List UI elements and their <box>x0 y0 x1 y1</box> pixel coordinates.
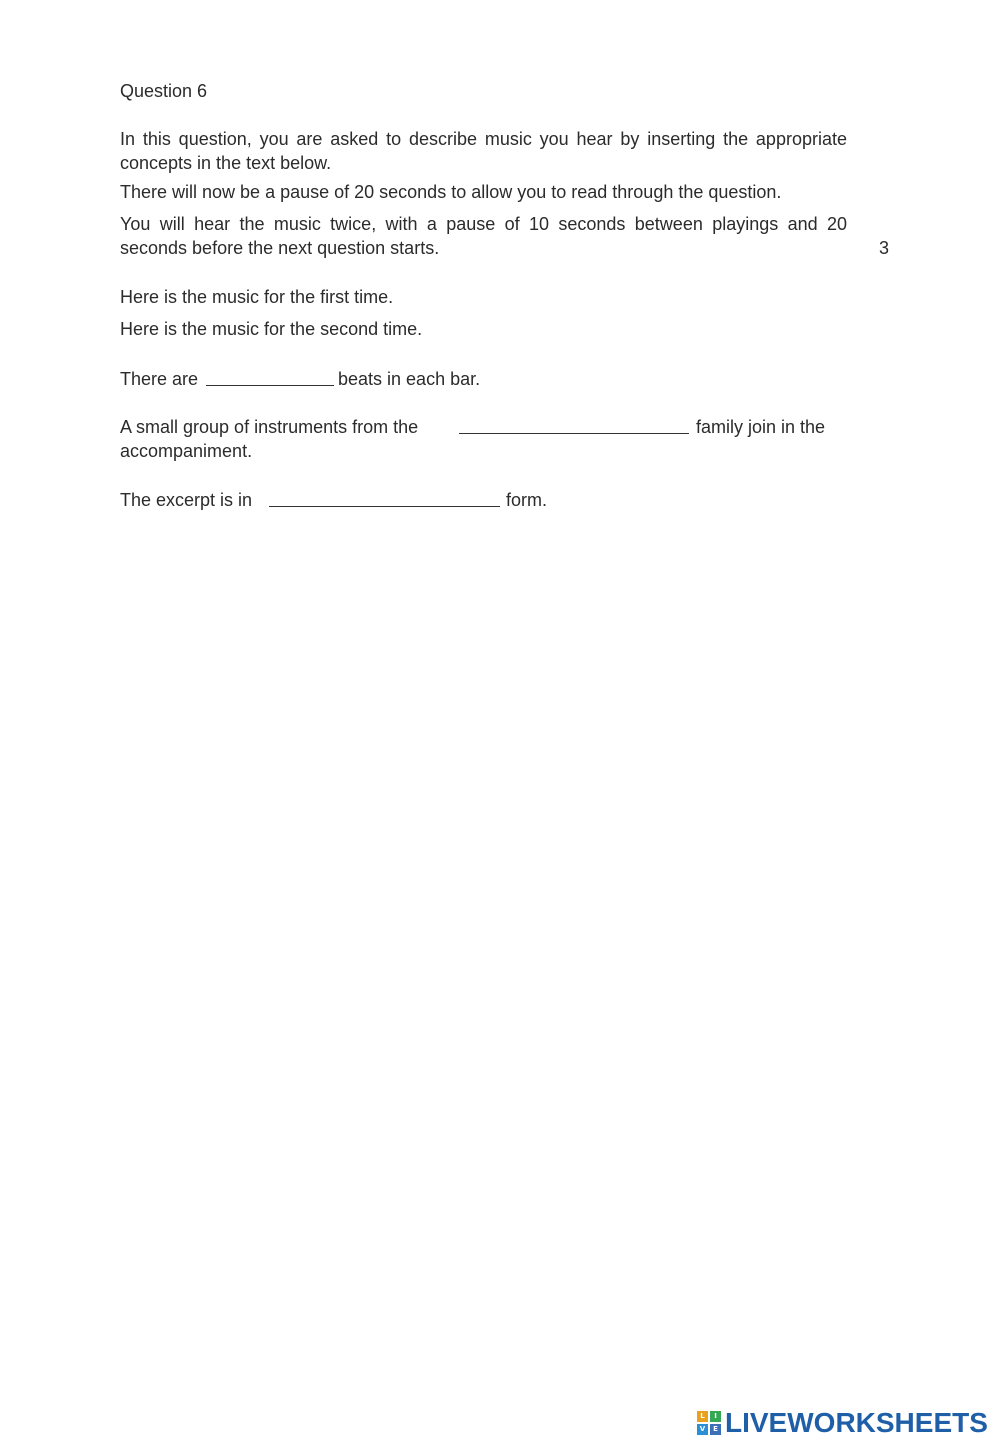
beats-prefix: There are <box>120 369 199 389</box>
instruction-paragraph-3: You will hear the music twice, with a pause of 10 seconds between playings and 20 seconds before the next question starts. <box>120 214 847 258</box>
family-prefix: A small group of instruments from the <box>120 417 419 437</box>
marks-value: 3 <box>879 238 890 258</box>
form-answer-blank[interactable] <box>269 506 500 507</box>
instruction-paragraph-1: In this question, you are asked to describe music you hear by inserting the appropriate concepts in the text below. <box>120 129 847 173</box>
logo-cube: L <box>697 1411 708 1422</box>
logo-cubes-icon <box>697 1411 721 1435</box>
form-prefix: The excerpt is in <box>120 490 253 510</box>
question-heading: Question 6 <box>120 81 208 101</box>
instruction-paragraph-2: There will now be a pause of 20 seconds to allow you to read through the question. <box>120 182 782 202</box>
form-suffix: form. <box>506 490 548 510</box>
beats-answer-blank[interactable] <box>206 385 334 386</box>
family-answer-blank[interactable] <box>459 433 689 434</box>
playback-second: Here is the music for the second time. <box>120 319 423 339</box>
playback-first: Here is the music for the first time. <box>120 287 394 307</box>
logo-cube: V <box>697 1424 708 1435</box>
logo-cube: E <box>710 1424 721 1435</box>
family-continuation: accompaniment. <box>120 441 253 461</box>
liveworksheets-logo[interactable] <box>697 1406 988 1440</box>
beats-suffix: beats in each bar. <box>338 369 481 389</box>
logo-cube: I <box>710 1411 721 1422</box>
family-suffix: family join in the <box>696 417 826 437</box>
logo-wordmark: LIVEWORKSHEETS <box>725 1407 988 1438</box>
